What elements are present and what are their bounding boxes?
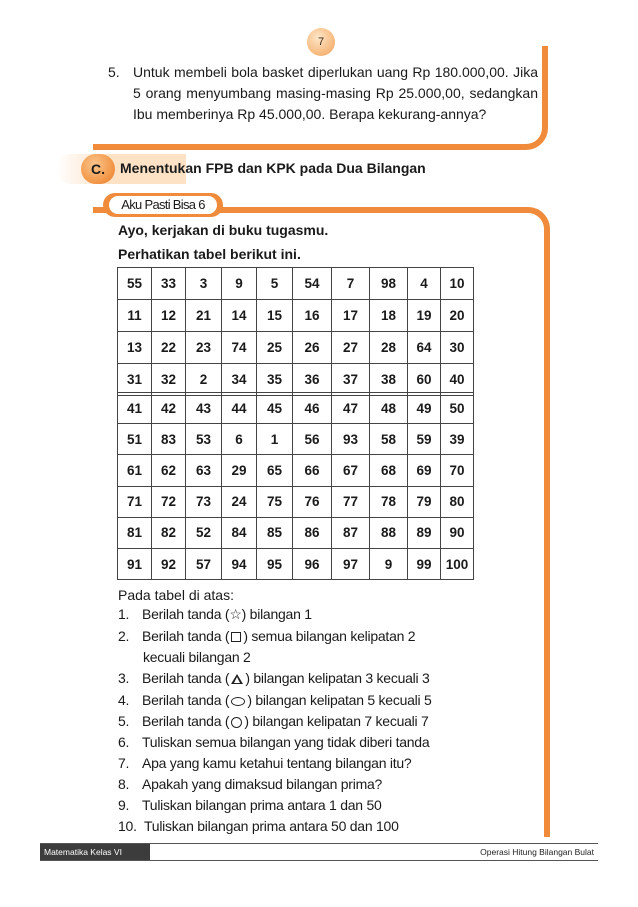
- star-icon: ☆: [229, 606, 242, 622]
- table-cell: 44: [222, 393, 257, 424]
- table-cell: 30: [441, 332, 474, 364]
- table-cell: 100: [441, 548, 474, 579]
- table-cell: 45: [257, 393, 293, 424]
- table-cell: 15: [257, 300, 293, 332]
- instruction-number: 5.: [118, 713, 130, 729]
- table-cell: 4: [408, 268, 441, 300]
- section-title: Menentukan FPB dan KPK pada Dua Bilangan: [120, 160, 426, 176]
- problem-5: [108, 62, 538, 125]
- table-cell: 76: [293, 486, 332, 517]
- table-cell: 72: [152, 486, 186, 517]
- table-cell: 59: [408, 424, 441, 455]
- instruction-text: Tuliskan bilangan prima antara 1 dan 50: [142, 797, 382, 813]
- table-cell: 80: [441, 486, 474, 517]
- table-cell: 7: [332, 268, 370, 300]
- table-cell: 63: [186, 455, 222, 486]
- table-cell: 22: [152, 332, 186, 364]
- table-cell: 11: [118, 300, 152, 332]
- instruction-text: Berilah tanda (: [142, 692, 230, 708]
- table-cell: 55: [118, 268, 152, 300]
- table-cell: 2: [186, 364, 222, 396]
- table-cell: 36: [293, 364, 332, 396]
- oval-icon: [231, 697, 245, 706]
- table-cell: 89: [408, 517, 441, 548]
- instruction-text: Berilah tanda (: [142, 713, 230, 729]
- table-row: [118, 517, 474, 548]
- table-row: [118, 548, 474, 579]
- instruction-7: [118, 755, 411, 771]
- instruction-1: [118, 606, 312, 623]
- table-cell: 56: [293, 424, 332, 455]
- table-row: [118, 486, 474, 517]
- instruction-6: [118, 734, 429, 750]
- table-cell: 82: [152, 517, 186, 548]
- table-cell: 52: [186, 517, 222, 548]
- table-cell: 79: [408, 486, 441, 517]
- table-cell: 35: [257, 364, 293, 396]
- table-cell: 92: [152, 548, 186, 579]
- instruction-5: [118, 713, 429, 729]
- instruction-text: ) bilangan kelipatan 3 kecuali 3: [245, 670, 430, 686]
- instruction-4: [118, 692, 432, 708]
- table-cell: 16: [293, 300, 332, 332]
- table-cell: 98: [370, 268, 408, 300]
- page-footer: [40, 843, 598, 861]
- table-cell: 87: [332, 517, 370, 548]
- instruction-text: Apa yang kamu ketahui tentang bilangan itu?: [142, 755, 412, 771]
- instruction-number: 6.: [118, 734, 130, 750]
- instruction-number: 7.: [118, 755, 130, 771]
- circle-icon: [231, 717, 242, 728]
- table-cell: 13: [118, 332, 152, 364]
- table-cell: 32: [152, 364, 186, 396]
- table-cell: 88: [370, 517, 408, 548]
- table-cell: 39: [441, 424, 474, 455]
- table-cell: 91: [118, 548, 152, 579]
- table-cell: 90: [441, 517, 474, 548]
- table-cell: 68: [370, 455, 408, 486]
- table-cell: 18: [370, 300, 408, 332]
- table-cell: 27: [332, 332, 370, 364]
- instruction-10: [118, 818, 399, 834]
- problem-text: Untuk membeli bola basket diperlukan uang Rp 180.000,00. Jika 5 orang menyumbang masing-masing Rp 25.000,00, sedangkan Ibu memberinya Rp 45.000,00. Berapa kekurang-annya?: [133, 64, 538, 122]
- table-cell: 66: [293, 455, 332, 486]
- table-cell: 70: [441, 455, 474, 486]
- table-cell: 1: [257, 424, 293, 455]
- instruction-text: ) semua bilangan kelipatan 2: [243, 628, 416, 644]
- instruction-number: 8.: [118, 776, 130, 792]
- table-cell: 75: [257, 486, 293, 517]
- number-table-bottom: [117, 392, 474, 580]
- number-table-top: [117, 267, 474, 396]
- instruction-number: 4.: [118, 692, 130, 708]
- instruction-text: Tuliskan semua bilangan yang tidak diberi tanda: [142, 734, 430, 750]
- table-cell: 23: [186, 332, 222, 364]
- table-cell: 85: [257, 517, 293, 548]
- table-cell: 47: [332, 393, 370, 424]
- table-cell: 96: [293, 548, 332, 579]
- instruction-text: Berilah tanda (: [142, 670, 230, 686]
- table-row: [118, 300, 474, 332]
- activity-heading: Aku Pasti Bisa 6: [109, 196, 217, 214]
- instructions-title: Pada tabel di atas:: [118, 587, 234, 603]
- table-cell: 53: [186, 424, 222, 455]
- table-cell: 38: [370, 364, 408, 396]
- table-cell: 71: [118, 486, 152, 517]
- table-cell: 48: [370, 393, 408, 424]
- instruction-2: [118, 628, 415, 644]
- table-cell: 99: [408, 548, 441, 579]
- table-cell: 24: [222, 486, 257, 517]
- table-cell: 64: [408, 332, 441, 364]
- table-cell: 74: [222, 332, 257, 364]
- table-cell: 61: [118, 455, 152, 486]
- table-cell: 65: [257, 455, 293, 486]
- instruction-9: [118, 797, 382, 813]
- table-cell: 95: [257, 548, 293, 579]
- table-row: [118, 455, 474, 486]
- table-cell: 25: [257, 332, 293, 364]
- table-cell: 19: [408, 300, 441, 332]
- activity-heading-pill: [103, 193, 223, 217]
- table-cell: 81: [118, 517, 152, 548]
- table-cell: 49: [408, 393, 441, 424]
- instruction-number: 10.: [118, 818, 137, 834]
- table-cell: 40: [441, 364, 474, 396]
- instruction-text: Tuliskan bilangan prima antara 50 dan 100: [144, 818, 399, 834]
- table-cell: 41: [118, 393, 152, 424]
- instruction-2-continuation: kecuali bilangan 2: [143, 649, 251, 665]
- table-cell: 34: [222, 364, 257, 396]
- table-row: [118, 332, 474, 364]
- table-cell: 28: [370, 332, 408, 364]
- intro-line-1: Ayo, kerjakan di buku tugasmu.: [118, 222, 329, 238]
- problem-number: 5.: [108, 64, 120, 80]
- instruction-number: 2.: [118, 628, 130, 644]
- table-cell: 21: [186, 300, 222, 332]
- table-cell: 42: [152, 393, 186, 424]
- table-cell: 86: [293, 517, 332, 548]
- table-cell: 12: [152, 300, 186, 332]
- instruction-3: [118, 670, 430, 686]
- table-cell: 9: [370, 548, 408, 579]
- instruction-text: ) bilangan 1: [241, 606, 312, 622]
- table-cell: 14: [222, 300, 257, 332]
- page-number: 7: [307, 28, 335, 56]
- section-letter-badge: C.: [81, 154, 115, 184]
- table-row: [118, 393, 474, 424]
- table-cell: 50: [441, 393, 474, 424]
- table-cell: 37: [332, 364, 370, 396]
- table-cell: 93: [332, 424, 370, 455]
- table-cell: 20: [441, 300, 474, 332]
- table-cell: 62: [152, 455, 186, 486]
- table-row: [118, 364, 474, 396]
- footer-chapter-title: Operasi Hitung Bilangan Bulat: [462, 844, 598, 860]
- table-cell: 6: [222, 424, 257, 455]
- instruction-text: Berilah tanda (: [142, 628, 230, 644]
- table-cell: 67: [332, 455, 370, 486]
- table-row: [118, 268, 474, 300]
- instruction-text: Berilah tanda (: [142, 606, 230, 622]
- table-cell: 46: [293, 393, 332, 424]
- instruction-8: [118, 776, 382, 792]
- table-cell: 57: [186, 548, 222, 579]
- table-cell: 31: [118, 364, 152, 396]
- table-cell: 29: [222, 455, 257, 486]
- table-cell: 78: [370, 486, 408, 517]
- table-cell: 60: [408, 364, 441, 396]
- table-cell: 58: [370, 424, 408, 455]
- triangle-icon: [231, 674, 243, 684]
- instruction-number: 9.: [118, 797, 130, 813]
- instruction-number: 3.: [118, 670, 130, 686]
- table-cell: 43: [186, 393, 222, 424]
- table-cell: 10: [441, 268, 474, 300]
- instruction-number: 1.: [118, 606, 130, 622]
- table-cell: 33: [152, 268, 186, 300]
- footer-book-title: Matematika Kelas VI: [40, 844, 150, 860]
- table-cell: 84: [222, 517, 257, 548]
- table-cell: 83: [152, 424, 186, 455]
- table-cell: 69: [408, 455, 441, 486]
- table-cell: 3: [186, 268, 222, 300]
- table-cell: 9: [222, 268, 257, 300]
- table-cell: 54: [293, 268, 332, 300]
- square-icon: [231, 632, 241, 642]
- table-cell: 94: [222, 548, 257, 579]
- table-cell: 77: [332, 486, 370, 517]
- instruction-text: ) bilangan kelipatan 5 kecuali 5: [247, 692, 432, 708]
- table-cell: 73: [186, 486, 222, 517]
- table-row: [118, 424, 474, 455]
- table-cell: 26: [293, 332, 332, 364]
- table-cell: 97: [332, 548, 370, 579]
- table-cell: 17: [332, 300, 370, 332]
- table-cell: 51: [118, 424, 152, 455]
- instruction-text: ) bilangan kelipatan 7 kecuali 7: [244, 713, 429, 729]
- instruction-text: Apakah yang dimaksud bilangan prima?: [142, 776, 383, 792]
- table-cell: 5: [257, 268, 293, 300]
- intro-line-2: Perhatikan tabel berikut ini.: [118, 246, 301, 262]
